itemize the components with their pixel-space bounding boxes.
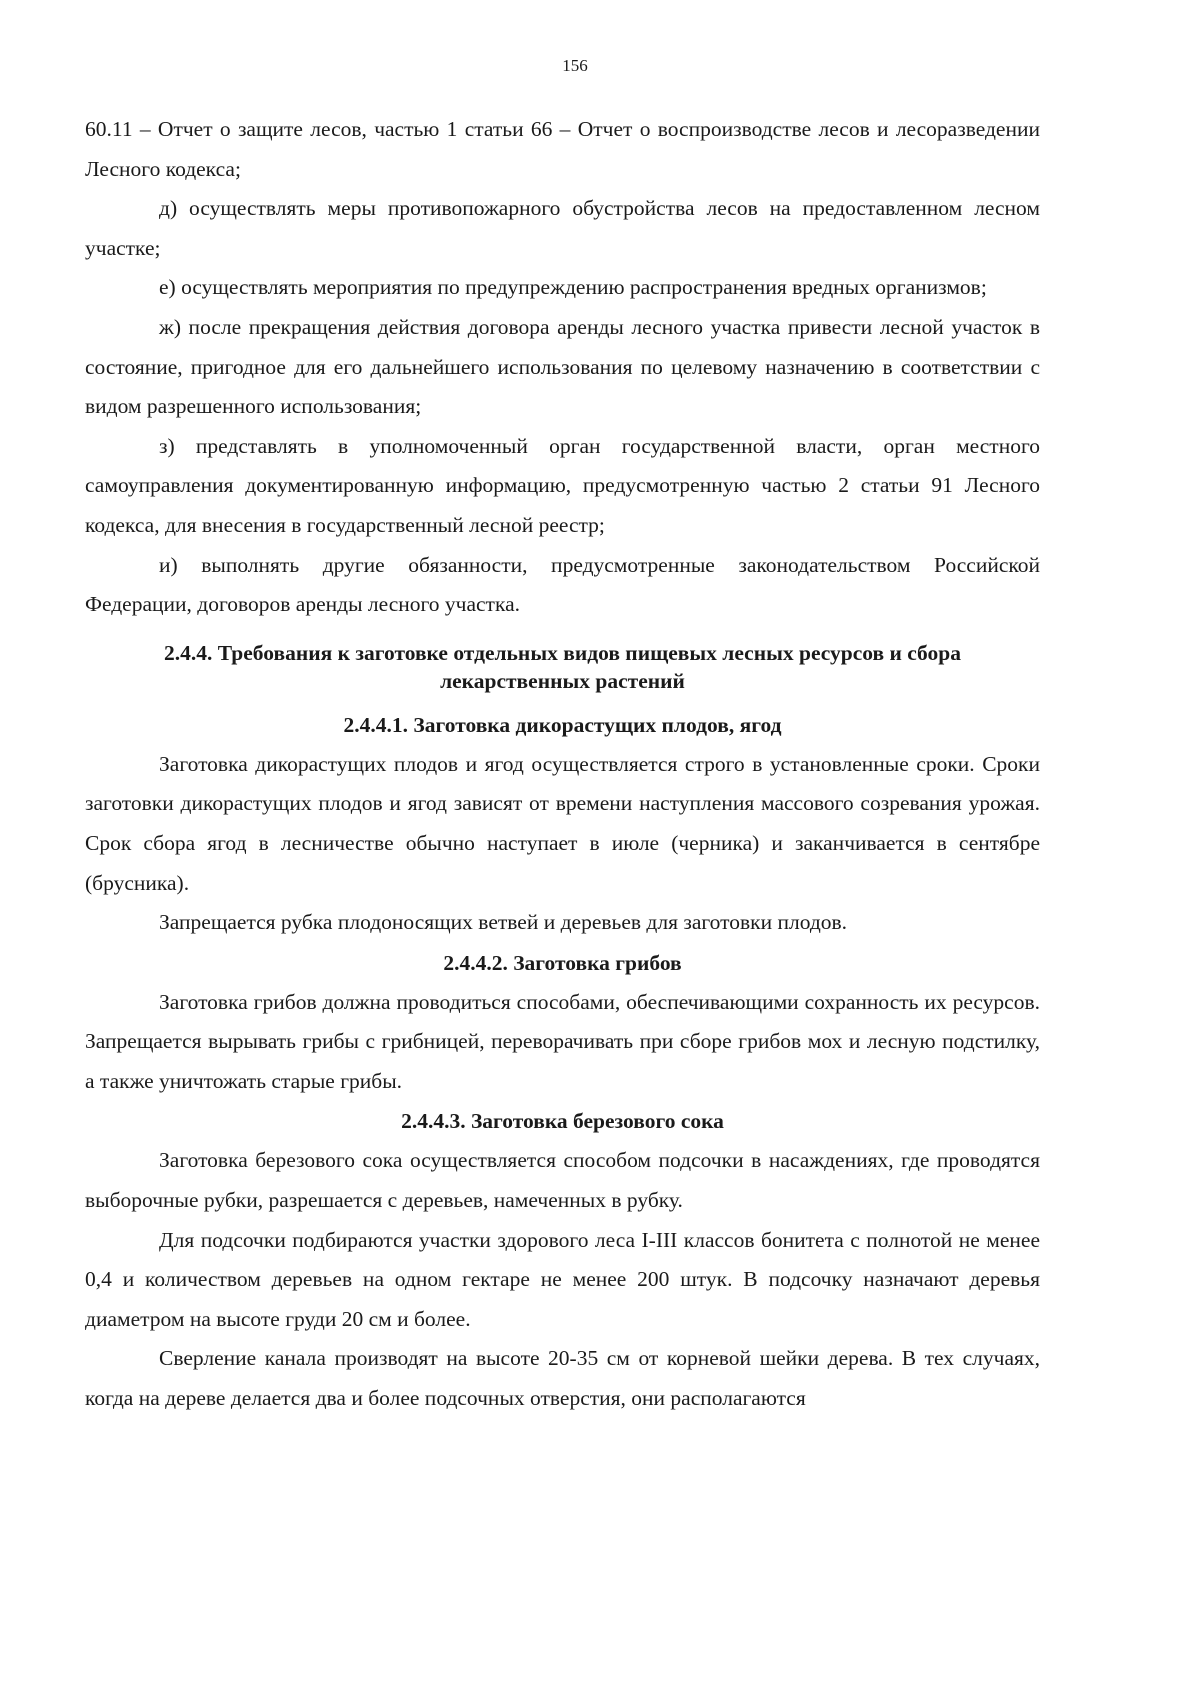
section-heading-2-4-4 — [85, 639, 1040, 695]
paragraph-item-d: д) осуществлять меры противопожарного обустройства лесов на предоставленном лесном участке; — [85, 196, 1040, 260]
section-heading-2-4-4-line2: лекарственных растений — [440, 668, 685, 693]
subsection-heading-2-4-4-1: 2.4.4.1. Заготовка дикорастущих плодов, ягод — [343, 712, 782, 737]
paragraph-item-z: з) представлять в уполномоченный орган государственной власти, орган местного самоуправления документированную информацию, предусмотренную частью 2 статьи 91 Лесного кодекса, для внесения в государственный лесной реестр; — [85, 433, 1040, 537]
paragraph-birch-sap-drilling: Сверление канала производят на высоте 20-35 см от корневой шейки дерева. В тех случаях, когда на дереве делается два и более подсочных отверстия, они располагаются — [85, 1346, 1040, 1411]
paragraph-item-i: и) выполнять другие обязанности, предусмотренные законодательством Российской Федерации, договоров аренды лесного участка. — [85, 552, 1040, 617]
page-number: 156 — [562, 56, 588, 75]
paragraph-intro-continuation: 60.11 – Отчет о защите лесов, частью 1 статьи 66 – Отчет о воспроизводстве лесов и лесоразведении Лесного кодекса; — [85, 117, 1040, 181]
paragraph-birch-sap-method: Заготовка березового сока осуществляется способом подсочки в насаждениях, где проводятся выборочные рубки, разрешается с деревьев, намеченных в рубку. — [85, 1148, 1040, 1213]
paragraph-item-zh: ж) после прекращения действия договора аренды лесного участка привести лесной участок в состояние, пригодное для его дальнейшего использования по целевому назначению в соответствии с видом разрешенного использования; — [85, 314, 1040, 419]
paragraph-mushrooms: Заготовка грибов должна проводиться способами, обеспечивающими сохранность их ресурсов. Запрещается вырывать грибы с грибницей, переворачивать при сборе грибов мох и лесную подстилку, а также уничтожать старые грибы. — [85, 989, 1040, 1093]
page-content — [85, 110, 1040, 1419]
paragraph-birch-sap-plots: Для подсочки подбираются участки здорового леса I-III классов бонитета с полнотой не менее 0,4 и количеством деревьев на одном гектаре не менее 200 штук. В подсочку назначают деревья диаметром на высоте груди 20 см и более. — [85, 1227, 1040, 1331]
section-heading-2-4-4-line1: 2.4.4. Требования к заготовке отдельных видов пищевых лесных ресурсов и сбора — [164, 640, 961, 665]
paragraph-berries-terms: Заготовка дикорастущих плодов и ягод осуществляется строго в установленные сроки. Сроки заготовки дикорастущих плодов и ягод зависят от времени наступления массового созревания урожая. Срок сбора ягод в лесничестве обычно наступает в июле (черника) и заканчивается в сентябре (брусника). — [85, 751, 1040, 895]
paragraph-item-e: е) осуществлять мероприятия по предупреждению распространения вредных организмов; — [159, 275, 987, 300]
subsection-heading-2-4-4-2: 2.4.4.2. Заготовка грибов — [443, 950, 682, 975]
subsection-heading-2-4-4-3: 2.4.4.3. Заготовка березового сока — [401, 1109, 724, 1134]
paragraph-berries-prohibition: Запрещается рубка плодоносящих ветвей и деревьев для заготовки плодов. — [159, 910, 848, 935]
